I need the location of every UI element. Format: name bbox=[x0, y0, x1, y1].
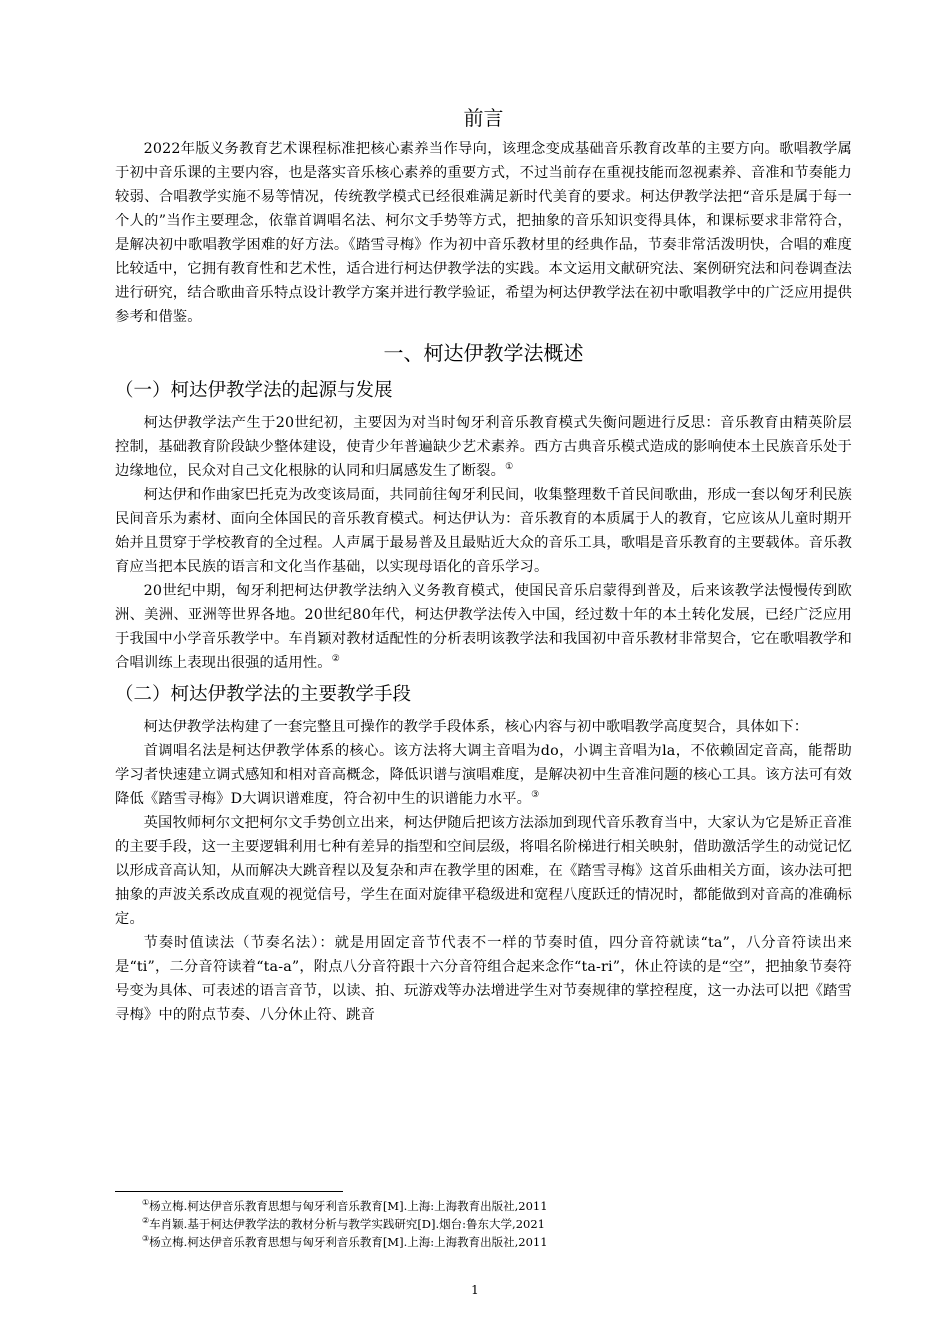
footnote-2 bbox=[142, 1215, 842, 1233]
footnote-text: 杨立梅.柯达伊音乐教育思想与匈牙利音乐教育[M].上海:上海教育出版社,2011 bbox=[149, 1235, 548, 1249]
footnote-divider bbox=[115, 1191, 343, 1192]
footnote-ref-2: ② bbox=[331, 654, 340, 665]
preface-title: 前言 bbox=[463, 106, 504, 130]
footnote-mark: ③ bbox=[142, 1234, 150, 1244]
footnote-ref-1: ① bbox=[505, 462, 514, 473]
section-1-paragraph-3 bbox=[115, 579, 852, 675]
section-2-paragraph-4: 节奏时值读法（节奏名法）：就是用固定音节代表不一样的节奏时值，四分音符就读“ta”，八分音符读出来是“ti”，二分音符读着“ta-a”，附点八分音符跟十六分音符组合起来念作“ta-ri”，休止符读的是“空”，把抽象节奏符号变为具体、可表述的语言音节，以读、拍、玩游戏等办法增进学生对节奏规律的掌控程度，这一办法可以把《踏雪寻梅》中的附点节奏、八分休止符、跳音 bbox=[115, 935, 852, 1023]
footnotes bbox=[142, 1197, 842, 1251]
footnote-mark: ① bbox=[142, 1198, 150, 1208]
section-2-paragraph-1: 柯达伊教学法构建了一套完整且可操作的教学手段体系，核心内容与初中歌唱教学高度契合，具体如下： bbox=[143, 719, 809, 735]
footnote-3 bbox=[142, 1233, 842, 1251]
section-1-paragraph-2: 柯达伊和作曲家巴托克为改变该局面，共同前往匈牙利民间，收集整理数千首民间歌曲，形成一套以匈牙利民族民间音乐为素材、面向全体国民的音乐教育模式。柯达伊认为：音乐教育的本质属于人的教育，它应该从儿童时期开始并且贯穿于学校教育的全过程。人声属于最易普及且最贴近大众的音乐工具，歌唱是音乐教育的主要载体。音乐教育应当把本民族的语言和文化当作基础，以实现母语化的音乐学习。 bbox=[115, 487, 852, 575]
section-1-title: （一）柯达伊教学法的起源与发展 bbox=[115, 380, 393, 401]
footnote-text: 杨立梅.柯达伊音乐教育思想与匈牙利音乐教育[M].上海:上海教育出版社,2011 bbox=[149, 1199, 548, 1213]
footnote-1 bbox=[142, 1197, 842, 1215]
footnote-ref-3: ③ bbox=[531, 790, 540, 801]
page-body bbox=[115, 103, 852, 1027]
preface-paragraph: 2022年版义务教育艺术课程标准把核心素养当作导向，该理念变成基础音乐教育改革的主要方向。歌唱教学属于初中音乐课的主要内容，也是落实音乐核心素养的重要方式，不过当前存在重视技能而忽视素养、音准和节奏能力较弱、合唱教学实施不易等情况，传统教学模式已经很难满足新时代美育的要求。柯达伊教学法把“音乐是属于每一个人的”当作主要理念，依靠首调唱名法、柯尔文手势等方式，把抽象的音乐知识变得具体，和课标要求非常符合，是解决初中歌唱教学困难的好方法。《踏雪寻梅》作为初中音乐教材里的经典作品，节奏非常活泼明快，合唱的难度比较适中，它拥有教育性和艺术性，适合进行柯达伊教学法的实践。本文运用文献研究法、案例研究法和问卷调查法进行研究，结合歌曲音乐特点设计教学方案并进行教学验证，希望为柯达伊教学法在初中歌唱教学中的广泛应用提供参考和借鉴。 bbox=[115, 141, 852, 325]
footnote-text: 车肖颖.基于柯达伊教学法的教材分析与教学实践研究[D].烟台:鲁东大学,2021 bbox=[149, 1217, 545, 1231]
section-2-paragraph-2 bbox=[115, 739, 852, 811]
footnote-mark: ② bbox=[142, 1216, 150, 1226]
page-number: 1 bbox=[471, 1283, 479, 1297]
section-1-paragraph-1 bbox=[115, 411, 852, 483]
section-2-paragraph-3: 英国牧师柯尔文把柯尔文手势创立出来，柯达伊随后把该方法添加到现代音乐教育当中，大家认为它是矫正音准的主要手段，这一主要逻辑利用七种有差异的指型和空间层级，将唱名阶梯进行相关映射，借助激活学生的动觉记忆以形成音高认知，从而解决大跳音程以及复杂和声在教学里的困难，在《踏雪寻梅》这首乐曲相关方面，该办法可把抽象的声波关系改成直观的视觉信号，学生在面对旋律平稳级进和宽程八度跃迁的情况时，都能做到对音高的准确标定。 bbox=[115, 815, 852, 927]
section-2-title: （二）柯达伊教学法的主要教学手段 bbox=[115, 684, 412, 705]
chapter-title: 一、柯达伊教学法概述 bbox=[383, 341, 584, 365]
paragraph-text: 20世纪中期，匈牙利把柯达伊教学法纳入义务教育模式，使国民音乐启蒙得到普及，后来该教学法慢慢传到欧洲、美洲、亚洲等世界各地。20世纪80年代，柯达伊教学法传入中国，经过数十年的本土转化发展，已经广泛应用于我国中小学音乐教学中。车肖颖对教材适配性的分析表明该教学法和我国初中音乐教材非常契合，它在歌唱教学和合唱训练上表现出很强的适用性。 bbox=[115, 583, 852, 671]
paragraph-text: 柯达伊教学法产生于20世纪初，主要因为对当时匈牙利音乐教育模式失衡问题进行反思：音乐教育由精英阶层控制，基础教育阶段缺少整体建设，使青少年普遍缺少艺术素养。西方古典音乐模式造成的影响使本土民族音乐处于边缘地位，民众对自己文化根脉的认同和归属感发生了断裂。 bbox=[115, 415, 852, 479]
paragraph-text: 首调唱名法是柯达伊教学体系的核心。该方法将大调主音唱为do，小调主音唱为la，不依赖固定音高，能帮助学习者快速建立调式感知和相对音高概念，降低识谱与演唱难度，是解决初中生音准问题的核心工具。该方法可有效降低《踏雪寻梅》D大调识谱难度，符合初中生的识谱能力水平。 bbox=[115, 743, 852, 807]
